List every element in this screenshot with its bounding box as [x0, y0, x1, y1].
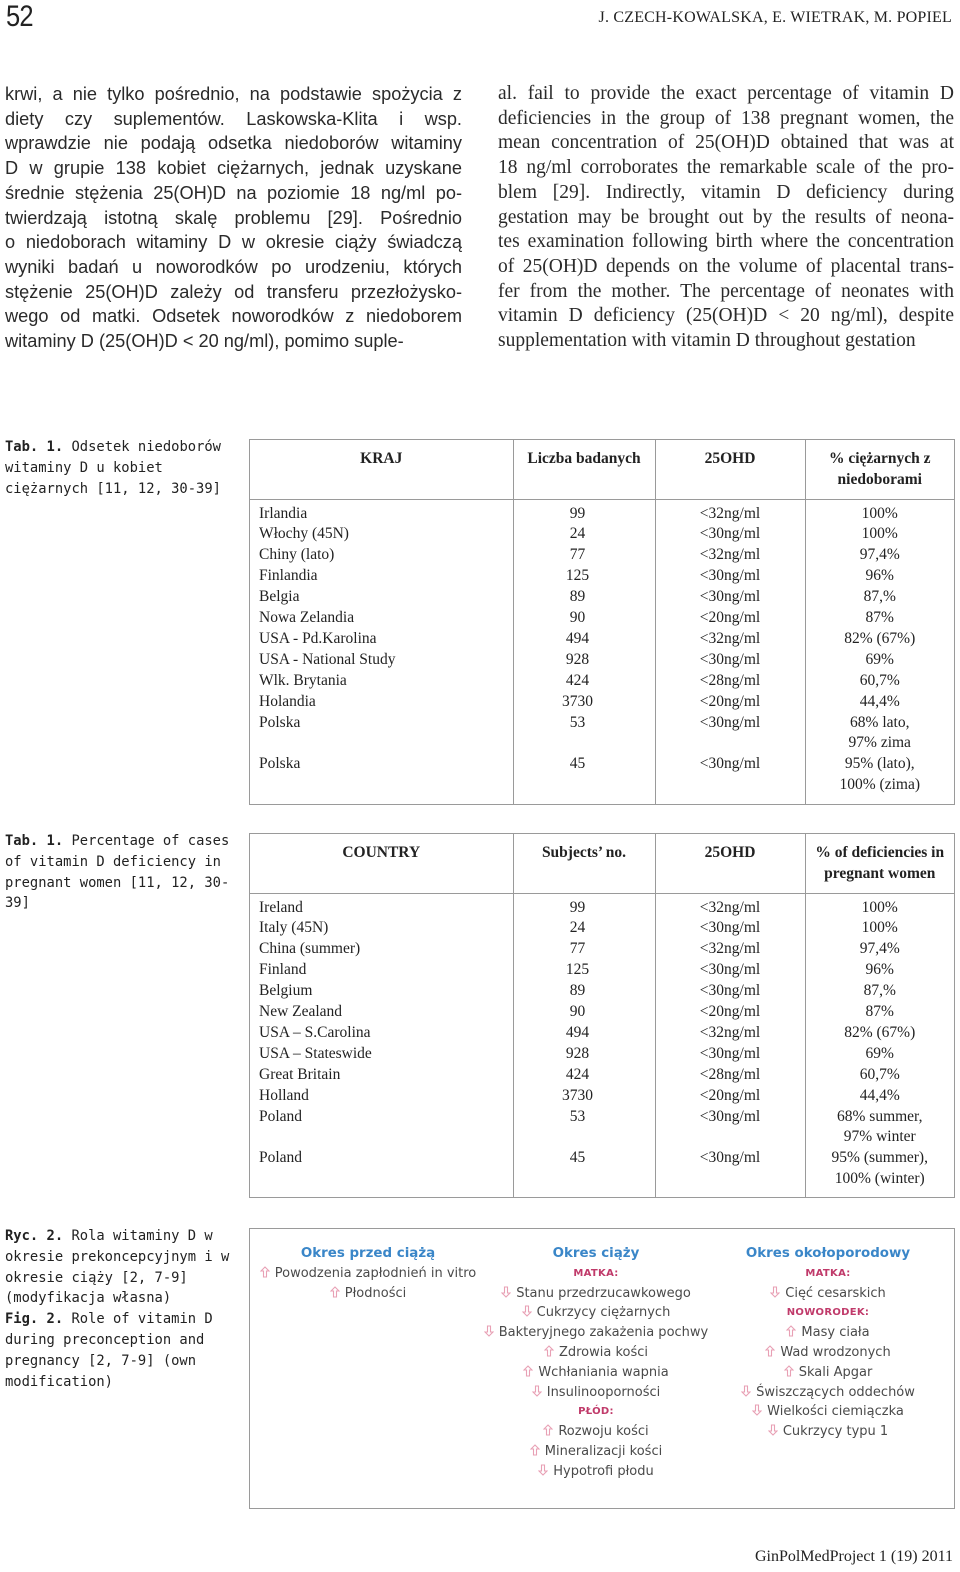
table-cell: <30ng/ml — [699, 755, 761, 773]
table-header-country: COUNTRY — [250, 834, 513, 893]
table-cell: Belgium — [259, 982, 313, 1000]
table-cell: China (summer) — [259, 940, 361, 958]
body-text-line: krwi, a nie tylko pośrednio, na podstawie spożycia z — [5, 84, 462, 104]
table-cell: Irlandia — [259, 504, 308, 522]
table-cell: 97% zima — [848, 734, 911, 752]
figure-item — [708, 1323, 948, 1343]
table-cell: 424 — [565, 1065, 590, 1083]
body-text-line: wprawdzie nie podają odsetka niedoborów witaminy — [5, 133, 462, 154]
table-cell: <20ng/ml — [699, 1086, 761, 1104]
table-cell: Belgia — [259, 588, 300, 606]
arrow-up-icon — [784, 1365, 799, 1380]
table-cell: <32ng/ml — [699, 898, 761, 916]
arrow-down-icon — [752, 1404, 767, 1419]
table-cell: 69% — [865, 650, 894, 668]
table-cell: 82% (67%) — [844, 629, 916, 647]
figure-caption — [5, 1226, 237, 1392]
table-cell: 125 — [565, 961, 590, 979]
figure-item — [476, 1343, 716, 1363]
table-header-25ohd: 25OHD — [655, 440, 805, 499]
table-cell: 77 — [569, 940, 586, 958]
figure-item-text: Bakteryjnego zakażenia pochwy — [498, 1325, 709, 1341]
table-cell: USA – S.Carolina — [259, 1023, 371, 1041]
figure-item — [708, 1363, 948, 1383]
table-caption-text: Odsetek niedoborów witaminy D u kobiet ciężarnych [11, 12, 30-39] — [5, 439, 221, 497]
table-cell: 87,% — [863, 982, 896, 1000]
body-text-line: witaminy D (25(OH)D < 20 ng/ml), pomimo suple- — [5, 331, 404, 352]
table-cell: 53 — [569, 1107, 586, 1125]
figure-item — [708, 1343, 948, 1363]
figure-caption-polish — [5, 1226, 237, 1309]
table-cell: <30ng/ml — [699, 588, 761, 606]
table-cell: 69% — [865, 1044, 894, 1062]
figure-caption-text: Role of vitamin D during preconception and pregnancy [2, 7-9] (own modification) — [5, 1311, 213, 1390]
table-cell: Nowa Zelandia — [259, 609, 355, 627]
table-cell: 96% — [865, 567, 894, 585]
figure-item — [476, 1442, 716, 1462]
table-cell: <30ng/ml — [699, 982, 761, 1000]
figure-item — [476, 1323, 716, 1343]
table-english — [249, 833, 955, 1198]
table-cell: 97,4% — [859, 546, 900, 564]
table-cell: 95% (summer), — [831, 1149, 928, 1167]
table-cell: 24 — [569, 525, 586, 543]
body-text-line: vitamin D deficiency (25(OH)D < 20 ng/ml), despite — [498, 305, 954, 327]
table-cell: 44,4% — [859, 1086, 900, 1104]
table-cell: <32ng/ml — [699, 940, 761, 958]
body-text-line: średnie stężenia 25(OH)D na poziomie 18 ng/ml po- — [5, 182, 462, 203]
table-cell: 89 — [569, 588, 586, 606]
table-cell — [515, 1127, 641, 1148]
body-text-line: tes examination following birth where the concentration — [498, 231, 954, 253]
figure-item — [708, 1284, 948, 1304]
table-cell: 53 — [569, 713, 586, 731]
table-cell: 68% summer, — [837, 1107, 923, 1125]
journal-footer: GinPolMedProject 1 (19) 2011 — [754, 1548, 953, 1565]
table-cell: <20ng/ml — [699, 1003, 761, 1021]
table-cell: Italy (45N) — [259, 919, 329, 937]
table-cell: Ireland — [259, 898, 303, 916]
table-cell: 82% (67%) — [844, 1023, 916, 1041]
figure-item-text: Świszczących oddechów — [756, 1384, 915, 1400]
table-cell: <28ng/ml — [699, 671, 761, 689]
body-text-english — [498, 82, 954, 354]
table-header-count: Subjects’ no. — [513, 834, 655, 893]
arrow-up-icon — [544, 1345, 559, 1360]
figure-item-text: Wielkości ciemiączka — [767, 1404, 904, 1420]
table-cell: USA – Stateswide — [259, 1044, 372, 1062]
figure-item-text: Powodzenia zapłodnień in vitro — [274, 1265, 477, 1281]
table-cell: 45 — [569, 1149, 586, 1167]
table-cell: Great Britain — [259, 1065, 341, 1083]
table-cell: <30ng/ml — [699, 713, 761, 731]
table-cell: USA - National Study — [259, 650, 396, 668]
table-cell: 928 — [565, 650, 590, 668]
table-cell: <20ng/ml — [699, 609, 761, 627]
running-head: J. CZECH-KOWALSKA, E. WIETRAK, M. POPIEL — [598, 9, 952, 26]
figure-item-text: Mineralizacji kości — [544, 1443, 663, 1459]
figure-item-text: Masy ciała — [801, 1325, 870, 1341]
arrow-down-icon — [501, 1286, 516, 1301]
table-cell: Finland — [259, 961, 307, 979]
figure-item — [476, 1383, 716, 1403]
body-text-line: fer from the mother. The percentage of neonates with — [498, 280, 954, 302]
arrow-up-icon — [330, 1286, 345, 1301]
figure-item — [476, 1363, 716, 1383]
arrow-down-icon — [538, 1464, 553, 1479]
arrow-up-icon — [260, 1266, 275, 1281]
table-cell: <30ng/ml — [699, 1107, 761, 1125]
table-cell: Polska — [259, 755, 301, 773]
arrow-down-icon — [768, 1424, 783, 1439]
figure-subheading: NOWORODEK: — [786, 1307, 870, 1319]
table-cell: Wlk. Brytania — [259, 671, 347, 689]
body-text-line: gestation may be brought out by the results of neona- — [498, 206, 954, 228]
figure-subheading: MATKA: — [573, 1267, 619, 1279]
table-polish — [249, 439, 955, 805]
arrow-up-icon — [786, 1325, 801, 1340]
table-cell: USA - Pd.Karolina — [259, 629, 377, 647]
table-cell: 68% lato, — [850, 713, 910, 731]
body-text-line: deficiencies in the group of 138 pregnant women, the — [498, 107, 954, 129]
table-cell: Chiny (lato) — [259, 546, 335, 564]
table-caption-label: Tab. 1. — [5, 439, 64, 455]
figure-item-text: Hypotrofi płodu — [553, 1463, 654, 1479]
figure-caption-label: Fig. 2. — [5, 1311, 64, 1328]
table-cell: 90 — [569, 1003, 586, 1021]
arrow-up-icon — [543, 1424, 558, 1439]
table-column-count — [513, 499, 655, 804]
figure-column-pregnancy — [476, 1244, 716, 1482]
figure-subheading: MATKA: — [805, 1267, 851, 1279]
table-cell: <30ng/ml — [699, 1044, 761, 1062]
table-cell: 97% winter — [843, 1128, 916, 1146]
table-cell: Włochy (45N) — [259, 525, 349, 543]
table-column-25ohd — [655, 499, 805, 804]
arrow-down-icon — [522, 1305, 537, 1320]
figure-item-text: Wchłaniania wapnia — [538, 1364, 669, 1380]
table-cell: Holandia — [259, 692, 316, 710]
table-cell: 125 — [565, 567, 590, 585]
table-cell — [515, 733, 641, 754]
table-cell: Holland — [259, 1086, 309, 1104]
table-cell: 60,7% — [859, 671, 900, 689]
arrow-up-icon — [765, 1345, 780, 1360]
table-cell: 99 — [569, 898, 586, 916]
table-column-percent — [805, 499, 954, 804]
body-text-line: diety czy suplementów. Laskowska-Klita i wsp. — [5, 108, 462, 129]
table-cell: 100% — [861, 504, 898, 522]
body-text-line: stężenie 25(OH)D zależy od transferu przezłożysko- — [5, 281, 462, 302]
body-text-line: mean concentration of 25(OH)D obtained that was at — [498, 132, 954, 154]
figure-vitamin-d-role — [249, 1228, 955, 1509]
page-number: 52 — [6, 0, 33, 33]
table-cell: 45 — [569, 755, 586, 773]
table-cell: 89 — [569, 982, 586, 1000]
table-cell: 90 — [569, 609, 586, 627]
figure-item — [708, 1402, 948, 1422]
table-cell: <30ng/ml — [699, 525, 761, 543]
figure-item — [476, 1422, 716, 1442]
table-cell: 100% — [861, 898, 898, 916]
table-cell: 87% — [865, 1003, 894, 1021]
table-cell — [657, 733, 804, 754]
table-cell: 24 — [569, 919, 586, 937]
table-cell: 3730 — [562, 692, 593, 710]
figure-item — [476, 1284, 716, 1304]
figure-item — [708, 1422, 948, 1442]
arrow-up-icon — [530, 1444, 545, 1459]
table-cell: <32ng/ml — [699, 546, 761, 564]
figure-column-heading: Okres przed ciążą — [300, 1246, 436, 1261]
figure-item-text: Insulinooporności — [546, 1384, 661, 1400]
body-text-line: al. fail to provide the exact percentage of vitamin D — [498, 83, 954, 104]
table-header-percent: % ciężarnych z niedoborami — [805, 440, 954, 499]
table-cell: 100% — [861, 525, 898, 543]
table-cell: 100% (winter) — [834, 1170, 925, 1188]
table-cell: <32ng/ml — [699, 504, 761, 522]
table-cell: Finlandia — [259, 567, 318, 585]
arrow-down-icon — [532, 1385, 547, 1400]
figure-subheading: PŁÓD: — [578, 1406, 614, 1418]
figure-item-text: Zdrowia kości — [558, 1344, 649, 1360]
arrow-down-icon — [484, 1325, 499, 1340]
table-cell: 100% — [861, 919, 898, 937]
figure-item-text: Cukrzycy ciężarnych — [536, 1305, 671, 1321]
table-header-25ohd: 25OHD — [655, 834, 805, 893]
table-cell: 95% (lato), — [844, 755, 915, 773]
figure-item-text: Rozwoju kości — [558, 1424, 649, 1440]
body-text-line: of 25(OH)D depends on the volume of placental trans- — [498, 255, 954, 277]
figure-item — [476, 1462, 716, 1482]
figure-item-text: Płodności — [344, 1285, 407, 1301]
table-cell: <30ng/ml — [699, 1149, 761, 1167]
table-cell: 60,7% — [859, 1065, 900, 1083]
body-text-line: 18 ng/ml corroborates the remarkable scale of the pro- — [498, 157, 954, 179]
figure-caption-label: Ryc. 2. — [5, 1228, 64, 1244]
table-cell — [259, 1127, 512, 1148]
figure-item — [476, 1303, 716, 1323]
table-column-country — [250, 893, 513, 1197]
table-cell: Polska — [259, 713, 301, 731]
table-cell: <32ng/ml — [699, 629, 761, 647]
body-text-line: blem [29]. Indirectly, vitamin D deficiency during — [498, 181, 954, 203]
arrow-down-icon — [770, 1286, 785, 1301]
table-cell: New Zealand — [259, 1003, 343, 1021]
table-column-percent — [805, 893, 954, 1197]
table-column-count — [513, 893, 655, 1197]
figure-column-perinatal — [708, 1244, 948, 1442]
table-cell: 3730 — [562, 1086, 593, 1104]
table-column-25ohd — [655, 893, 805, 1197]
table-cell: 928 — [565, 1044, 590, 1062]
body-text-polish — [5, 82, 462, 354]
figure-caption-english — [5, 1309, 237, 1392]
table-cell: <30ng/ml — [699, 961, 761, 979]
figure-item-text: Cięć cesarskich — [785, 1285, 886, 1301]
table-cell: 96% — [865, 961, 894, 979]
table-cell: <30ng/ml — [699, 650, 761, 668]
table-cell: Poland — [259, 1107, 303, 1125]
table-caption-english — [5, 831, 237, 914]
table-header-percent: % of deficiencies in pregnant women — [805, 834, 954, 893]
body-text-line: wego od matki. Odsetek noworodków z niedoborem — [5, 306, 462, 327]
table-cell: 99 — [569, 504, 586, 522]
table-cell: 87% — [865, 609, 894, 627]
table-cell: <20ng/ml — [699, 692, 761, 710]
table-cell: 494 — [565, 1023, 590, 1041]
table-cell: Poland — [259, 1149, 303, 1167]
figure-item-text: Cukrzycy typu 1 — [782, 1424, 889, 1440]
table-cell: 424 — [565, 671, 590, 689]
table-cell — [259, 733, 512, 754]
table-column-country — [250, 499, 513, 804]
table-cell: 97,4% — [859, 940, 900, 958]
arrow-up-icon — [523, 1365, 538, 1380]
table-header-country: KRAJ — [250, 440, 513, 499]
table-cell: 494 — [565, 629, 590, 647]
body-text-line: o niedoborach witaminy D w okresie ciąży świadczą — [5, 232, 462, 253]
body-text-line: wyniki badań u noworodków po urodzeniu, których — [5, 256, 462, 277]
table-cell: <32ng/ml — [699, 1023, 761, 1041]
table-cell: <30ng/ml — [699, 567, 761, 585]
body-text-line: supplementation with vitamin D throughout gestation — [498, 330, 916, 352]
table-caption-text: Percentage of cases of vitamin D deficiency in pregnant women [11, 12, 30-39] — [5, 833, 230, 912]
arrow-down-icon — [741, 1385, 756, 1400]
table-cell: 77 — [569, 546, 586, 564]
body-text-line: twierdzają istotną skalę problemu [29]. Pośrednio — [5, 207, 462, 228]
figure-column-heading: Okres okołoporodowy — [745, 1246, 911, 1261]
figure-column-heading: Okres ciąży — [552, 1246, 640, 1261]
figure-item-text: Wad wrodzonych — [780, 1344, 891, 1360]
figure-item-text: Stanu przedrzucawkowego — [516, 1285, 691, 1301]
figure-caption-text: Rola witaminy D w okresie prekoncepcyjnym i w okresie ciąży [2, 7-9] (modyfikacja własna) — [5, 1228, 230, 1307]
body-text-line: D w grupie 138 kobiet ciężarnych, jednak uzyskane — [5, 158, 462, 179]
figure-item — [250, 1284, 486, 1304]
table-cell: 44,4% — [859, 692, 900, 710]
table-cell: 87,% — [863, 588, 896, 606]
table-header-count: Liczba badanych — [513, 440, 655, 499]
table-cell — [657, 1127, 804, 1148]
figure-item-text: Skali Apgar — [798, 1364, 873, 1380]
table-caption-label: Tab. 1. — [5, 833, 64, 849]
table-caption-polish — [5, 437, 237, 499]
table-cell: 100% (zima) — [839, 776, 920, 794]
figure-item — [250, 1264, 486, 1284]
figure-item — [708, 1383, 948, 1403]
table-cell: <28ng/ml — [699, 1065, 761, 1083]
table-cell: <30ng/ml — [699, 919, 761, 937]
figure-column-preconception — [250, 1244, 486, 1303]
